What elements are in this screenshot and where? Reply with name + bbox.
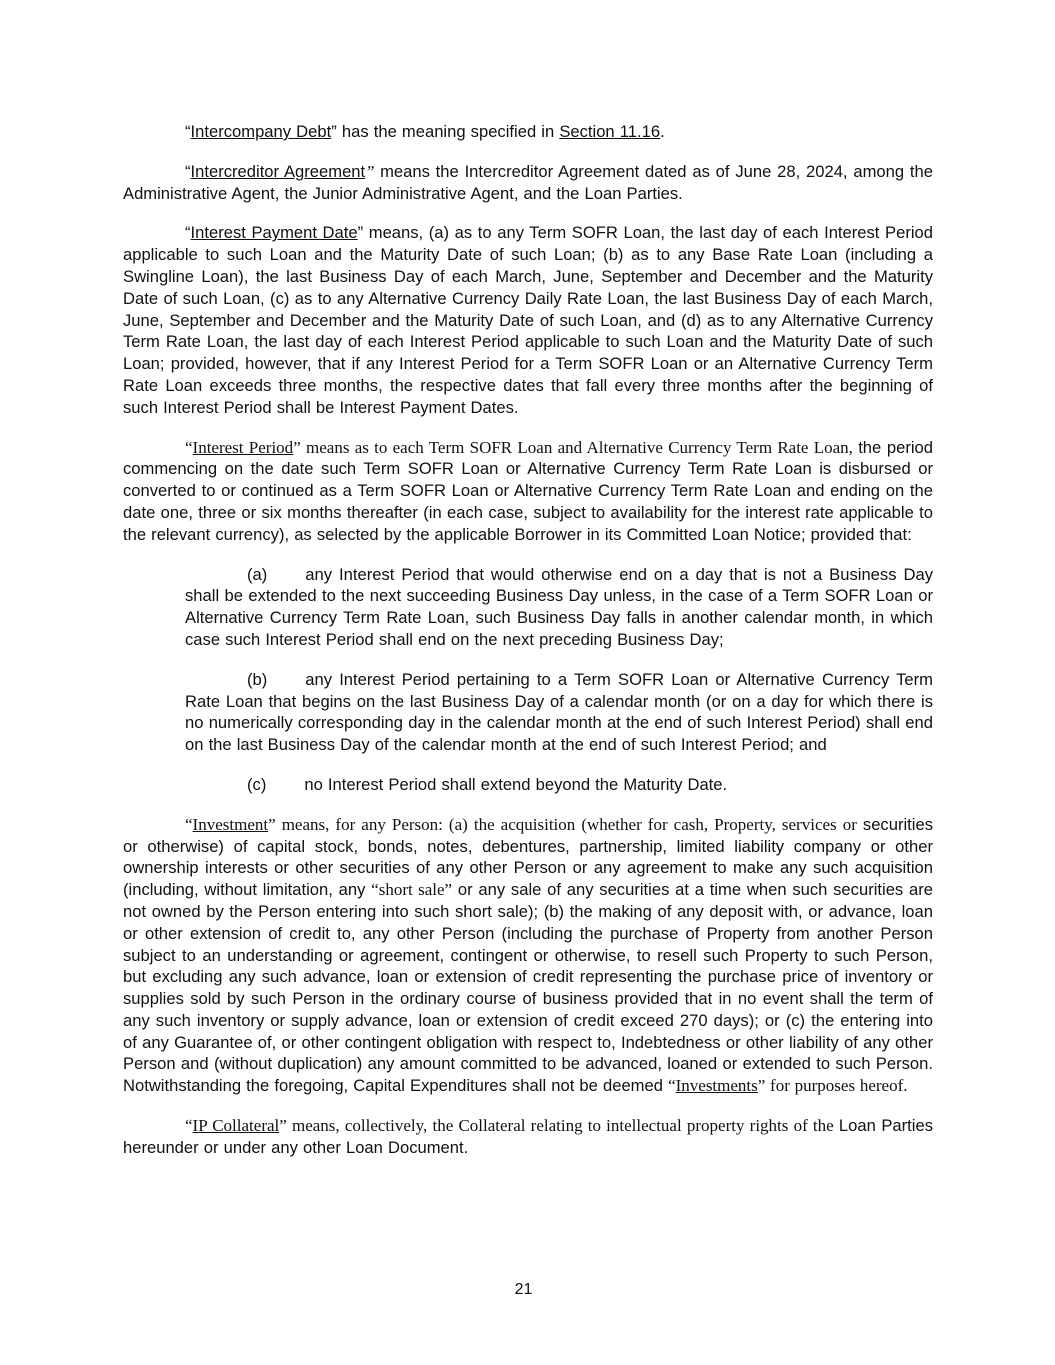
text-segment: “short sale”	[371, 880, 453, 900]
interest-period-clause-a	[185, 564, 933, 651]
defined-term: Interest Period	[192, 437, 294, 457]
def-investment	[123, 814, 933, 1097]
text-segment: ” means, (a) as to any Term SOFR Loan, the last day of each Interest Period applicable to such Loan and the Maturity Date of such Loan; (b) as to any Base Rate Loan (including a Swingline Loan), the last Business Day of each March, June, September and December and the Maturity Date of such Loan, (c) as to any Alternative Currency Daily Rate Loan, the last Business Day of each March, June, September and December and the Maturity Date of such Loan, and (d) as to any Alternative Currency Term Rate Loan, the last day of each Interest Period applicable to such Loan and the Maturity Date of such Loan; provided, however, that if any Interest Period for a Term SOFR Loan or an Alternative Currency Term Rate Loan exceeds three months, the respective dates that fall every three months after the beginning of such Interest Period shall be Interest Payment Dates.	[123, 223, 933, 417]
text-segment: or any sale of any securities at a time when such securities are not owned by the Person entering into such short sale); (b) the making of any deposit with, or advance, loan or other extension of credit to, any other Person (including the purchase of Property from another Person subject to an understanding or agreement, contingent or otherwise, to resell such Property to such Person, but excluding any such advance, loan or extension of credit representing the purchase price of inventory or supplies sold by such Person in the ordinary course of business provided that in no event shall the term of any such inventory or supply advance, loan or extension of credit exceed 270 days); or (c) the entering into of any Guarantee of, or other contingent obligation with respect to, Indebtedness or other liability of any other Person and (without duplication) any amount committed to be advanced, loaned or extended to such Person. Notwithstanding the foregoing, Capital Expenditures shall not be deemed	[123, 880, 933, 1096]
text-segment: any Interest Period that would otherwise end on a day that is not a Business Day shall be extended to the next succeeding Business Day unless, in the case of a Term SOFR Loan or Alternative Currency Term Rate Loan, such Business Day falls in another calendar month, in which case such Interest Period shall end on the next preceding Business Day;	[185, 564, 933, 649]
defined-term: Intercreditor Agreement	[190, 161, 366, 181]
text-segment: Loan Parties hereunder or under any other Loan Document.	[123, 1116, 933, 1157]
def-interest-period	[123, 437, 933, 546]
text-segment: ”	[365, 161, 381, 181]
text-segment: “	[185, 437, 193, 457]
defined-term: Intercompany Debt	[190, 122, 332, 141]
text-segment: ” for purposes hereof.	[757, 1076, 908, 1096]
defined-term: Investment	[192, 814, 269, 834]
text-segment: .	[660, 122, 665, 141]
text-segment: securities or otherwise) of capital stock, bonds, notes, debentures, partnership, limited liability company or other ownership interests or other securities of any other Person or any agreement to make any such acquisition (including, without limitation, any	[123, 814, 933, 900]
text-segment: any Interest Period pertaining to a Term SOFR Loan or Alternative Currency Term Rate Loan that begins on the last Business Day of a calendar month (or on a day for which there is no numerically corresponding day in the calendar month at the end of such Interest Period) shall end on the last Business Day of the calendar month at the end of such Interest Period; and	[185, 669, 933, 755]
text-segment: “	[185, 1116, 193, 1136]
text-segment: “	[668, 1076, 676, 1096]
text-segment: the period commencing on the date such Term SOFR Loan or Alternative Currency Term Rate Loan is disbursed or converted to or continued as a Term SOFR Loan or Alternative Currency Term Rate Loan and ending on the date one, three or six months thereafter (in each case, subject to availability for the interest rate applicable to the relevant currency), as selected by the applicable Borrower in its Committed Loan Notice; provided that:	[123, 437, 934, 544]
text-segment: ” means, collectively, the Collateral relating to intellectual property rights of the	[279, 1116, 839, 1136]
clause-label: (b)	[247, 669, 268, 689]
text-segment: “	[185, 161, 191, 181]
document-body	[123, 121, 933, 1177]
def-intercompany-debt	[123, 121, 933, 143]
text-segment: ” has the meaning specified in	[331, 122, 560, 141]
text-segment: means the Intercreditor Agreement dated as of June 28, 2024, among the Administrative Agent, the Junior Administrative Agent, and the Loan Parties.	[123, 161, 933, 203]
text-segment: “	[185, 223, 191, 243]
text-segment: ” means as to each Term SOFR Loan and Alternative Currency Term Rate Loan,	[293, 437, 859, 457]
section-reference: Section 11.16	[559, 122, 661, 141]
text-segment: no Interest Period shall extend beyond the Maturity Date.	[304, 774, 728, 794]
def-intercreditor-agreement	[123, 161, 933, 205]
clause-label: (c)	[247, 774, 267, 794]
interest-period-clause-b	[185, 669, 933, 756]
text-segment: “	[185, 814, 193, 834]
page-number: 21	[514, 1281, 533, 1298]
interest-period-clause-c	[185, 774, 933, 796]
def-ip-collateral	[123, 1115, 933, 1159]
def-interest-payment-date	[123, 222, 933, 418]
defined-term: Investments	[675, 1076, 758, 1096]
defined-term: Interest Payment Date	[190, 223, 358, 243]
text-segment: “	[185, 122, 191, 141]
clause-label: (a)	[247, 564, 268, 584]
defined-term: IP Collateral	[192, 1116, 280, 1136]
text-segment: ” means, for any Person: (a) the acquisition (whether for cash, Property, services or	[268, 814, 863, 834]
